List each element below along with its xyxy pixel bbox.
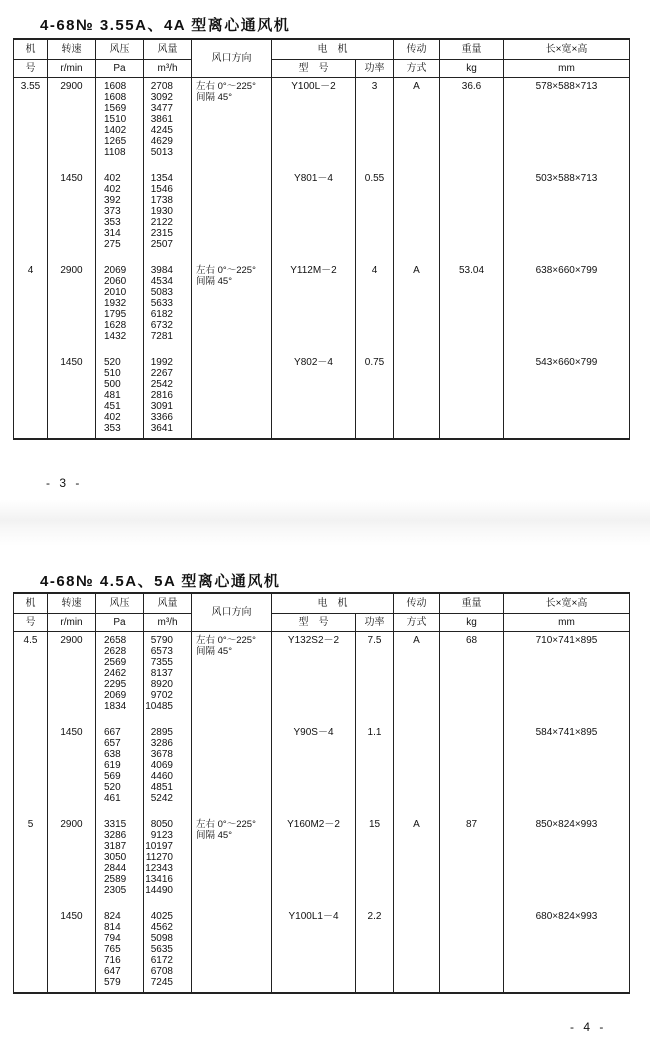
flow-cell-value: 5083 <box>150 287 173 298</box>
flow-cell-value: 5098 <box>150 933 173 944</box>
fan-spec-table-2 <box>13 592 630 994</box>
flow-cell-value: 8920 <box>150 679 173 690</box>
flow-cell <box>144 896 192 993</box>
flow-cell-value: 4069 <box>150 760 173 771</box>
flow-cell-value: 6708 <box>150 966 173 977</box>
flow-cell <box>144 250 192 342</box>
direction-cell <box>192 896 272 993</box>
pressure-cell-value: 353 <box>104 423 121 434</box>
pressure-cell-value: 3286 <box>104 830 127 841</box>
table-row <box>14 78 630 159</box>
motor-model-cell: Y160M2－2 <box>272 804 356 896</box>
flow-cell-value: 7245 <box>150 977 173 988</box>
pressure-cell-value: 1510 <box>104 114 127 125</box>
speed-cell: 2900 <box>48 250 96 342</box>
flow-cell-value: 4460 <box>150 771 173 782</box>
header-weight: 重量 <box>440 39 504 60</box>
fan-model-cell: 5 <box>14 804 48 896</box>
table-body <box>14 632 630 994</box>
header-pressure-unit: Pa <box>96 60 144 78</box>
flow-cell-value: 6172 <box>150 955 173 966</box>
pressure-cell-value: 2305 <box>104 885 127 896</box>
header-model: 机 <box>14 593 48 614</box>
table-row <box>14 804 630 896</box>
pressure-cell-value: 3315 <box>104 819 127 830</box>
speed-cell: 1450 <box>48 342 96 439</box>
pressure-cell-value: 392 <box>104 195 121 206</box>
pressure-cell-value: 667 <box>104 727 121 738</box>
pressure-cell-value: 814 <box>104 922 121 933</box>
header-direction: 风口方向 <box>192 39 272 78</box>
header-weight-unit: kg <box>440 60 504 78</box>
header-model-2: 号 <box>14 614 48 632</box>
header-direction: 风口方向 <box>192 593 272 632</box>
pressure-cell-value: 2462 <box>104 668 127 679</box>
weight-cell <box>440 158 504 250</box>
flow-cell-value: 10485 <box>145 701 173 712</box>
weight-cell: 87 <box>440 804 504 896</box>
flow-cell-value: 2315 <box>150 228 173 239</box>
direction-cell-value: 间隔 45° <box>196 276 233 287</box>
header-drive: 传动 <box>394 39 440 60</box>
motor-power-cell: 0.55 <box>356 158 394 250</box>
flow-cell-value: 4562 <box>150 922 173 933</box>
direction-cell-value: 左右 0°～225° <box>196 635 256 646</box>
header-motor-model: 型 号 <box>272 60 356 78</box>
speed-cell: 2900 <box>48 804 96 896</box>
dims-cell: 584×741×895 <box>504 712 630 804</box>
fan-model-cell <box>14 158 48 250</box>
page-number-4: - 4 - <box>570 1020 607 1034</box>
flow-cell-value: 11270 <box>145 852 173 863</box>
pressure-cell-value: 619 <box>104 760 121 771</box>
flow-cell-value: 5790 <box>150 635 173 646</box>
motor-power-cell: 0.75 <box>356 342 394 439</box>
flow-cell <box>144 632 192 713</box>
flow-cell-value: 3861 <box>150 114 173 125</box>
flow-cell-value: 7355 <box>150 657 173 668</box>
flow-cell-value: 4025 <box>150 911 173 922</box>
dims-cell: 710×741×895 <box>504 632 630 713</box>
direction-cell <box>192 712 272 804</box>
header-dims: 长×宽×高 <box>504 593 630 614</box>
header-flow: 风量 <box>144 39 192 60</box>
pressure-cell <box>96 250 144 342</box>
flow-cell-value: 6182 <box>150 309 173 320</box>
speed-cell: 1450 <box>48 712 96 804</box>
dims-cell: 850×824×993 <box>504 804 630 896</box>
header-pressure: 风压 <box>96 39 144 60</box>
pressure-cell-value: 1402 <box>104 125 127 136</box>
speed-cell: 2900 <box>48 78 96 159</box>
drive-cell: A <box>394 632 440 713</box>
drive-cell <box>394 342 440 439</box>
header-flow: 风量 <box>144 593 192 614</box>
motor-power-cell: 1.1 <box>356 712 394 804</box>
header-speed: 转速 <box>48 593 96 614</box>
pressure-cell-value: 1432 <box>104 331 127 342</box>
fan-model-cell <box>14 342 48 439</box>
table-row <box>14 896 630 993</box>
motor-power-cell: 7.5 <box>356 632 394 713</box>
flow-cell-value: 14490 <box>145 885 173 896</box>
pressure-cell-value: 638 <box>104 749 121 760</box>
direction-cell <box>192 158 272 250</box>
header-speed-unit: r/min <box>48 614 96 632</box>
header-model: 机 <box>14 39 48 60</box>
pressure-cell-value: 1265 <box>104 136 127 147</box>
dims-cell: 578×588×713 <box>504 78 630 159</box>
flow-cell-value: 12343 <box>145 863 173 874</box>
flow-cell-value: 4629 <box>150 136 173 147</box>
header-drive-2: 方式 <box>394 60 440 78</box>
flow-cell-value: 5633 <box>150 298 173 309</box>
pressure-cell <box>96 804 144 896</box>
flow-cell-value: 3286 <box>150 738 173 749</box>
flow-cell-value: 9702 <box>150 690 173 701</box>
drive-cell: A <box>394 78 440 159</box>
flow-cell-value: 1738 <box>150 195 173 206</box>
table-title-2: 4-68№ 4.5A、5A 型离心通风机 <box>40 573 281 590</box>
weight-cell <box>440 896 504 993</box>
flow-cell-value: 13416 <box>145 874 173 885</box>
pressure-cell-value: 579 <box>104 977 121 988</box>
header-motor: 电 机 <box>272 593 394 614</box>
dims-cell: 503×588×713 <box>504 158 630 250</box>
pressure-cell-value: 402 <box>104 173 121 184</box>
speed-cell: 1450 <box>48 896 96 993</box>
flow-cell-value: 7281 <box>150 331 173 342</box>
pressure-cell-value: 2628 <box>104 646 127 657</box>
pressure-cell-value: 3187 <box>104 841 127 852</box>
speed-cell: 1450 <box>48 158 96 250</box>
pressure-cell-value: 1834 <box>104 701 127 712</box>
pressure-cell-value: 481 <box>104 390 121 401</box>
flow-cell-value: 1354 <box>150 173 173 184</box>
pressure-cell-value: 2060 <box>104 276 127 287</box>
drive-cell: A <box>394 804 440 896</box>
pressure-cell-value: 824 <box>104 911 121 922</box>
motor-power-cell: 4 <box>356 250 394 342</box>
motor-model-cell: Y801－4 <box>272 158 356 250</box>
pressure-cell-value: 2569 <box>104 657 127 668</box>
pressure-cell-value: 500 <box>104 379 121 390</box>
fan-model-cell <box>14 896 48 993</box>
pressure-cell-value: 314 <box>104 228 121 239</box>
flow-cell-value: 6732 <box>150 320 173 331</box>
motor-model-cell: Y802－4 <box>272 342 356 439</box>
pressure-cell-value: 657 <box>104 738 121 749</box>
direction-cell <box>192 78 272 159</box>
header-dims: 长×宽×高 <box>504 39 630 60</box>
pressure-cell-value: 451 <box>104 401 121 412</box>
weight-cell <box>440 342 504 439</box>
flow-cell-value: 2122 <box>150 217 173 228</box>
pressure-cell-value: 1932 <box>104 298 127 309</box>
page-number-3: - 3 - <box>46 476 83 490</box>
pressure-cell <box>96 896 144 993</box>
speed-cell: 2900 <box>48 632 96 713</box>
pressure-cell-value: 402 <box>104 412 121 423</box>
pressure-cell <box>96 712 144 804</box>
motor-model-cell: Y112M－2 <box>272 250 356 342</box>
flow-cell-value: 2542 <box>150 379 173 390</box>
flow-cell <box>144 158 192 250</box>
drive-cell: A <box>394 250 440 342</box>
direction-cell-value: 间隔 45° <box>196 92 233 103</box>
direction-cell-value: 间隔 45° <box>196 646 233 657</box>
header-speed: 转速 <box>48 39 96 60</box>
pressure-cell-value: 373 <box>104 206 121 217</box>
pressure-cell-value: 2069 <box>104 265 127 276</box>
header-weight-unit: kg <box>440 614 504 632</box>
weight-cell <box>440 712 504 804</box>
flow-cell-value: 4851 <box>150 782 173 793</box>
pressure-cell-value: 275 <box>104 239 121 250</box>
dims-cell: 543×660×799 <box>504 342 630 439</box>
pressure-cell-value: 2010 <box>104 287 127 298</box>
header-flow-unit: m³/h <box>144 60 192 78</box>
flow-cell <box>144 804 192 896</box>
flow-cell-value: 2895 <box>150 727 173 738</box>
flow-cell-value: 3984 <box>150 265 173 276</box>
pressure-cell-value: 2844 <box>104 863 127 874</box>
header-weight: 重量 <box>440 593 504 614</box>
pressure-cell <box>96 632 144 713</box>
direction-cell-value: 左右 0°～225° <box>196 819 256 830</box>
header-flow-unit: m³/h <box>144 614 192 632</box>
header-model-2: 号 <box>14 60 48 78</box>
motor-power-cell: 3 <box>356 78 394 159</box>
pressure-cell-value: 1608 <box>104 92 127 103</box>
header-motor-power: 功率 <box>356 60 394 78</box>
flow-cell-value: 3641 <box>150 423 173 434</box>
drive-cell <box>394 158 440 250</box>
flow-cell-value: 6573 <box>150 646 173 657</box>
pressure-cell-value: 1628 <box>104 320 127 331</box>
header-dims-unit: mm <box>504 60 630 78</box>
direction-cell <box>192 250 272 342</box>
pressure-cell-value: 353 <box>104 217 121 228</box>
pressure-cell-value: 520 <box>104 782 121 793</box>
flow-cell-value: 3477 <box>150 103 173 114</box>
header-pressure: 风压 <box>96 593 144 614</box>
table-row <box>14 250 630 342</box>
pressure-cell <box>96 342 144 439</box>
table-row <box>14 158 630 250</box>
flow-cell-value: 8137 <box>150 668 173 679</box>
dims-cell: 680×824×993 <box>504 896 630 993</box>
pressure-cell-value: 1569 <box>104 103 127 114</box>
motor-power-cell: 15 <box>356 804 394 896</box>
flow-cell-value: 10197 <box>145 841 173 852</box>
flow-cell-value: 2507 <box>150 239 173 250</box>
flow-cell-value: 2267 <box>150 368 173 379</box>
pressure-cell <box>96 158 144 250</box>
table-title-1: 4-68№ 3.55A、4A 型离心通风机 <box>40 17 291 34</box>
fan-model-cell: 4 <box>14 250 48 342</box>
header-pressure-unit: Pa <box>96 614 144 632</box>
pressure-cell <box>96 78 144 159</box>
flow-cell <box>144 342 192 439</box>
flow-cell-value: 5013 <box>150 147 173 158</box>
pressure-cell-value: 510 <box>104 368 121 379</box>
motor-model-cell: Y100L－2 <box>272 78 356 159</box>
motor-model-cell: Y100L1－4 <box>272 896 356 993</box>
pressure-cell-value: 794 <box>104 933 121 944</box>
header-motor-model: 型 号 <box>272 614 356 632</box>
flow-cell <box>144 78 192 159</box>
flow-cell-value: 2708 <box>150 81 173 92</box>
table-row <box>14 712 630 804</box>
weight-cell: 53.04 <box>440 250 504 342</box>
drive-cell <box>394 712 440 804</box>
pressure-cell-value: 716 <box>104 955 121 966</box>
flow-cell-value: 1930 <box>150 206 173 217</box>
pressure-cell-value: 2658 <box>104 635 127 646</box>
direction-cell-value: 左右 0°～225° <box>196 265 256 276</box>
pressure-cell-value: 402 <box>104 184 121 195</box>
pressure-cell-value: 1108 <box>104 147 126 158</box>
flow-cell-value: 1546 <box>150 184 173 195</box>
flow-cell-value: 3092 <box>150 92 173 103</box>
flow-cell-value: 3366 <box>150 412 173 423</box>
motor-power-cell: 2.2 <box>356 896 394 993</box>
flow-cell-value: 9123 <box>150 830 173 841</box>
direction-cell <box>192 632 272 713</box>
direction-cell <box>192 804 272 896</box>
direction-cell-value: 间隔 45° <box>196 830 233 841</box>
flow-cell-value: 4534 <box>150 276 173 287</box>
weight-cell: 68 <box>440 632 504 713</box>
flow-cell-value: 1992 <box>150 357 173 368</box>
header-drive: 传动 <box>394 593 440 614</box>
header-motor: 电 机 <box>272 39 394 60</box>
pressure-cell-value: 2069 <box>104 690 127 701</box>
pressure-cell-value: 3050 <box>104 852 127 863</box>
table-row <box>14 632 630 713</box>
flow-cell-value: 2816 <box>150 390 173 401</box>
table-row <box>14 342 630 439</box>
flow-cell-value: 5635 <box>150 944 173 955</box>
flow-cell-value: 4245 <box>150 125 173 136</box>
fan-model-cell: 3.55 <box>14 78 48 159</box>
header-drive-2: 方式 <box>394 614 440 632</box>
header-speed-unit: r/min <box>48 60 96 78</box>
motor-model-cell: Y132S2－2 <box>272 632 356 713</box>
pressure-cell-value: 2589 <box>104 874 127 885</box>
fan-spec-table-1 <box>13 38 630 440</box>
flow-cell-value: 3091 <box>150 401 173 412</box>
pressure-cell-value: 765 <box>104 944 121 955</box>
direction-cell <box>192 342 272 439</box>
flow-cell <box>144 712 192 804</box>
table-body <box>14 78 630 440</box>
dims-cell: 638×660×799 <box>504 250 630 342</box>
flow-cell-value: 5242 <box>150 793 173 804</box>
scan-gap <box>0 500 650 546</box>
pressure-cell-value: 1608 <box>104 81 127 92</box>
fan-model-cell <box>14 712 48 804</box>
flow-cell-value: 8050 <box>150 819 173 830</box>
motor-model-cell: Y90S－4 <box>272 712 356 804</box>
pressure-cell-value: 569 <box>104 771 121 782</box>
direction-cell-value: 左右 0°～225° <box>196 81 256 92</box>
flow-cell-value: 3678 <box>150 749 173 760</box>
pressure-cell-value: 461 <box>104 793 121 804</box>
pressure-cell-value: 647 <box>104 966 121 977</box>
drive-cell <box>394 896 440 993</box>
pressure-cell-value: 2295 <box>104 679 127 690</box>
pressure-cell-value: 1795 <box>104 309 127 320</box>
fan-model-cell: 4.5 <box>14 632 48 713</box>
weight-cell: 36.6 <box>440 78 504 159</box>
header-dims-unit: mm <box>504 614 630 632</box>
header-motor-power: 功率 <box>356 614 394 632</box>
pressure-cell-value: 520 <box>104 357 121 368</box>
